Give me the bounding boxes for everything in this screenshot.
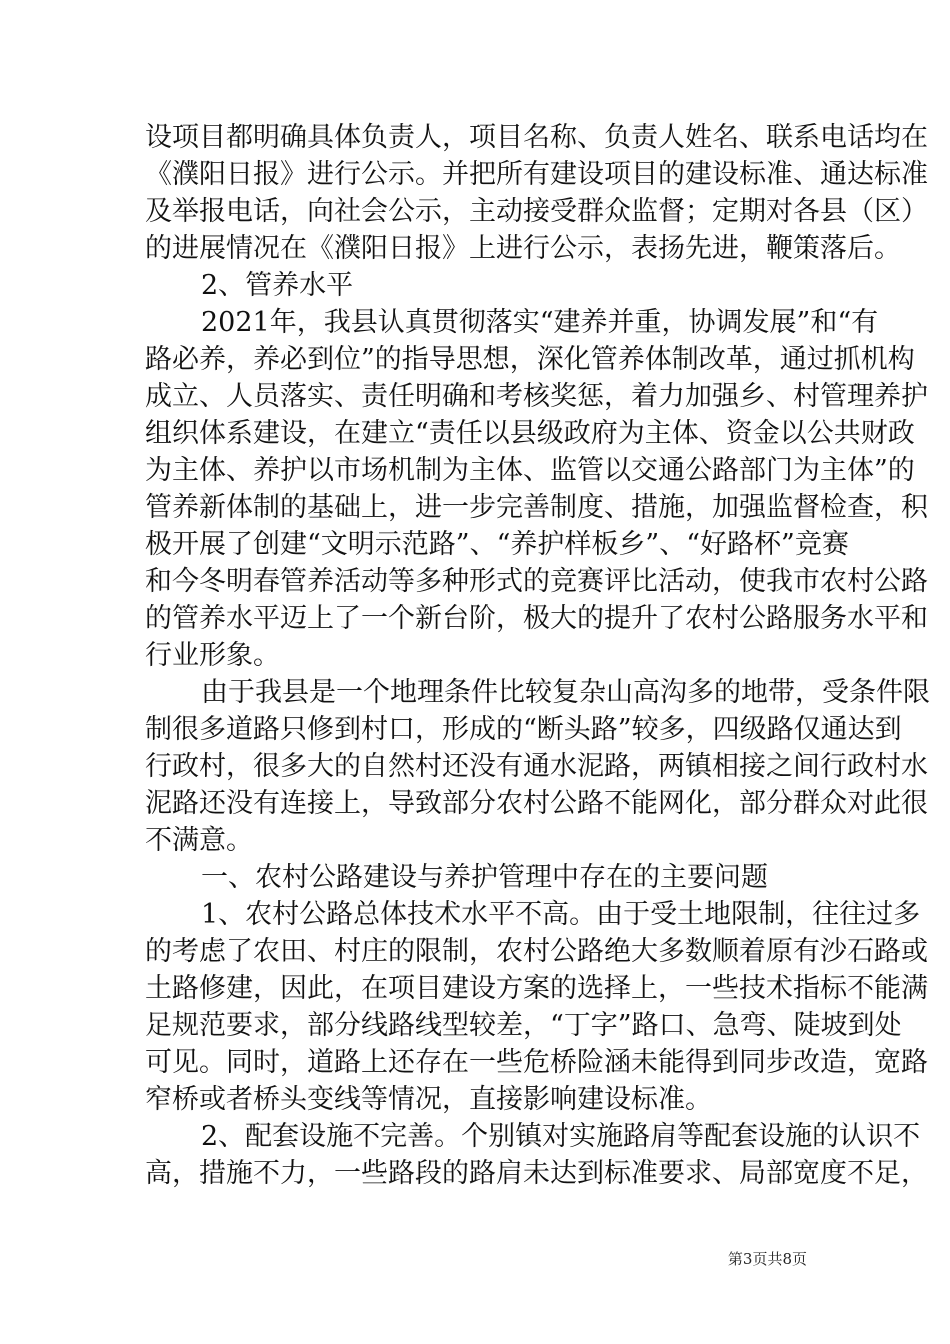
- text-line: 和今冬明春管养活动等多种形式的竞赛评比活动，使我市农村公路: [145, 566, 928, 597]
- text-line: 行政村，很多大的自然村还没有通水泥路，两镇相接之间行政村水: [145, 751, 928, 782]
- text-line: 土路修建，因此，在项目建设方案的选择上，一些技术指标不能满: [145, 973, 928, 1004]
- text-line: 的进展情况在《濮阳日报》上进行公示，表扬先进，鞭策落后。: [145, 233, 901, 264]
- text-line: 成立、人员落实、责任明确和考核奖惩，着力加强乡、村管理养护: [145, 381, 928, 412]
- paragraph: [145, 1118, 928, 1192]
- paragraph: [145, 859, 807, 896]
- text-line: 足规范要求，部分线路线型较差，“丁字”路口、急弯、陡坡到处: [145, 1010, 902, 1041]
- text-line: 《濮阳日报》进行公示。并把所有建设项目的建设标准、通达标准: [145, 159, 928, 190]
- text-line: 一、农村公路建设与养护管理中存在的主要问题: [201, 862, 768, 893]
- text-line: 极开展了创建“文明示范路”、“养护样板乡”、“好路杯”竞赛: [145, 529, 849, 560]
- text-line: 管养新体制的基础上，进一步完善制度、措施，加强监督检查，积: [145, 492, 928, 523]
- text-line: 高，措施不力，一些路段的路肩未达到标准要求、局部宽度不足，: [145, 1158, 928, 1189]
- text-line: 1、农村公路总体技术水平不高。由于受土地限制，往往过多: [201, 899, 921, 930]
- text-line: 2021年，我县认真贯彻落实“建养并重，协调发展”和“有: [201, 307, 879, 338]
- text-line: 泥路还没有连接上，导致部分农村公路不能网化，部分群众对此很: [145, 788, 928, 819]
- text-line: 为主体、养护以市场机制为主体、监管以交通公路部门为主体”的: [145, 455, 915, 486]
- text-line: 行业形象。: [145, 640, 280, 671]
- page-number: 第3页共8页: [727, 1250, 807, 1268]
- paragraph: [145, 119, 928, 267]
- text-line: 不满意。: [145, 825, 253, 856]
- text-line: 窄桥或者桥头变线等情况，直接影响建设标准。: [145, 1084, 712, 1115]
- text-line: 2、配套设施不完善。个别镇对实施路肩等配套设施的认识不: [201, 1121, 921, 1152]
- text-line: 的管养水平迈上了一个新台阶，极大的提升了农村公路服务水平和: [145, 603, 928, 634]
- paragraph: [145, 896, 928, 1118]
- text-line: 由于我县是一个地理条件比较复杂山高沟多的地带，受条件限: [201, 677, 930, 708]
- document-body: [145, 119, 930, 1192]
- text-line: 的考虑了农田、村庄的限制，农村公路绝大多数顺着原有沙石路或: [145, 936, 928, 967]
- text-line: 设项目都明确具体负责人，项目名称、负责人姓名、联系电话均在: [145, 122, 928, 153]
- text-line: 可见。同时，道路上还存在一些危桥险涵未能得到同步改造，宽路: [145, 1047, 928, 1078]
- text-line: 及举报电话，向社会公示，主动接受群众监督；定期对各县（区）: [145, 196, 928, 227]
- text-line: 路必养，养必到位”的指导思想，深化管养体制改革，通过抓机构: [145, 344, 915, 375]
- paragraph: [145, 267, 807, 304]
- text-line: 制很多道路只修到村口，形成的“断头路”较多，四级路仅通达到: [145, 714, 902, 745]
- text-line: 2、管养水平: [201, 270, 354, 301]
- paragraph: [145, 304, 928, 674]
- text-line: 组织体系建设，在建立“责任以县级政府为主体、资金以公共财政: [145, 418, 915, 449]
- paragraph: [145, 674, 930, 859]
